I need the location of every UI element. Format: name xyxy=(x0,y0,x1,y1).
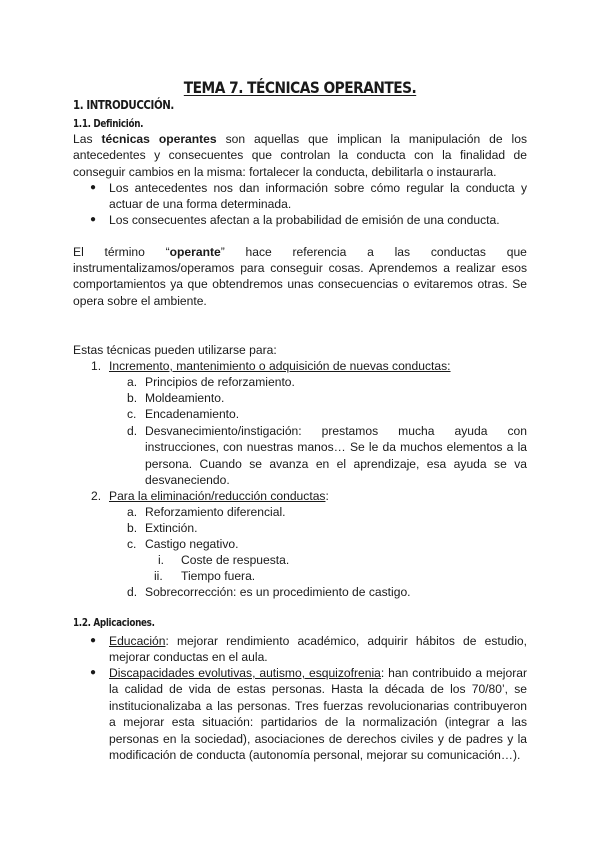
list-item: Los antecedentes nos dan información sobre cómo regular la conducta y actuar de una forma determinada. xyxy=(109,181,527,212)
uses-intro: Estas técnicas pueden utilizarse para: xyxy=(73,343,277,357)
list-marker: c. xyxy=(127,407,137,421)
section-heading-introduccion: 1. INTRODUCCIÓN. xyxy=(73,97,174,112)
list-marker: d. xyxy=(127,424,138,438)
list-item-eliminacion: Para la eliminación/reducción conductas: xyxy=(109,489,329,503)
list-item: Los consecuentes afectan a la probabilidad de emisión de una conducta. xyxy=(109,213,500,227)
bullet-icon: ● xyxy=(90,635,97,646)
operante-paragraph-first-line: El término “operante” hace referencia a las conductas que xyxy=(73,245,527,259)
list-item: Tiempo fuera. xyxy=(181,569,256,583)
list-item: Principios de reforzamiento. xyxy=(145,375,295,389)
bold-term: operante xyxy=(169,245,221,259)
list-marker: 1. xyxy=(91,359,102,373)
list-marker: b. xyxy=(127,391,138,405)
document-title: TEMA 7. TÉCNICAS OPERANTES. xyxy=(183,78,417,97)
list-marker: b. xyxy=(127,521,138,535)
operante-paragraph: instrumentalizamos/operamos para conseguir cosas. Aprendemos a realizar esos comportamientos ya que obtendremos unas consecuencias o evitaremos otras. Se opera sobre el ambiente. xyxy=(73,261,527,308)
list-item: Castigo negativo. xyxy=(145,537,239,551)
list-item-incremento: Incremento, mantenimiento o adquisición de nuevas conductas: xyxy=(109,359,451,373)
list-marker: a. xyxy=(127,505,138,519)
list-item: Desvanecimiento/instigación: prestamos mucha ayuda con instrucciones, con nuestras manos… Se le da muchos elementos a la persona. Cuando se avanza en el aprendizaje, esa ayuda se va desvaneciendo. xyxy=(145,424,527,488)
list-marker: c. xyxy=(127,537,137,551)
list-item: Extinción. xyxy=(145,521,198,535)
list-marker: 2. xyxy=(91,489,102,503)
definition-paragraph: Las técnicas operantes son aquellas que implican la manipulación de los antecedentes y consecuentes que controlan la conducta con la finalidad de conseguir cambios en la misma: fortalecer la conducta, debilitarla o instaurarla. xyxy=(73,132,527,179)
list-item: Moldeamiento. xyxy=(145,391,225,405)
list-marker: d. xyxy=(127,585,138,599)
list-marker: a. xyxy=(127,375,138,389)
list-marker: i. xyxy=(158,553,165,567)
bullet-icon: ● xyxy=(90,214,97,225)
list-item: Coste de respuesta. xyxy=(181,553,290,567)
subsection-heading-aplicaciones: 1.2. Aplicaciones. xyxy=(73,616,155,629)
list-item: Encadenamiento. xyxy=(145,407,240,421)
list-item: Sobrecorrección: es un procedimiento de castigo. xyxy=(145,585,411,599)
bold-term: técnicas operantes xyxy=(101,132,217,146)
bullet-icon: ● xyxy=(90,182,97,193)
list-item: Reforzamiento diferencial. xyxy=(145,505,286,519)
subsection-heading-definicion: 1.1. Definición. xyxy=(73,117,144,130)
list-marker: ii. xyxy=(154,569,163,583)
bullet-icon: ● xyxy=(90,667,97,678)
list-item-educacion: Educación: mejorar rendimiento académico, adquirir hábitos de estudio, mejorar conductas en el aula. xyxy=(109,634,527,665)
list-item-discapacidades: Discapacidades evolutivas, autismo, esquizofrenia: han contribuido a mejorar la calidad de vida de estas personas. Hasta la década de los 70/80’, se institucionalizaba a las personas. Tres fuerzas revolucionarias contribuyeron a mejorar esta situación: partidarios de la normalización (integrar a las personas en la sociedad), asociaciones de derechos civiles y de padres y la modificación de conducta (autonomía personal, mejorar su comunicación…). xyxy=(109,666,527,763)
